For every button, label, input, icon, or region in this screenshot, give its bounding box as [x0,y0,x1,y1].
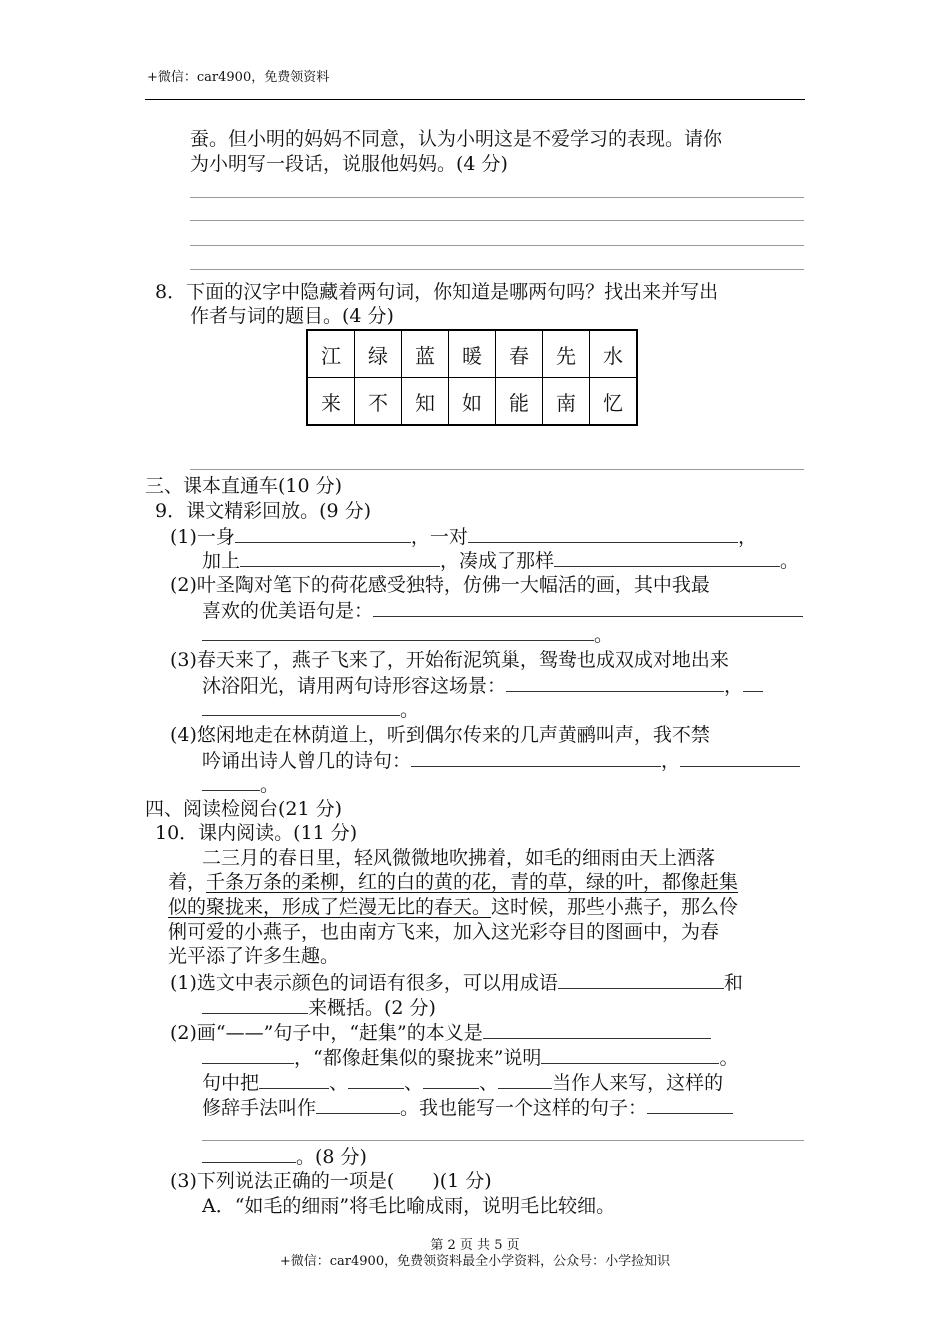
grid-cell: 先 [543,330,590,378]
q10-s2-l4-end: 。我也能写一个这样的句子： [400,1097,648,1119]
grid-cell: 绿 [355,330,402,378]
blank[interactable] [743,673,763,692]
blank[interactable] [202,772,260,791]
q9-part2-line2 [202,598,803,623]
grid-cell: 蓝 [402,330,449,378]
separator: 、 [404,1072,424,1094]
q8-line2: 作者与词的题目。(4 分) [190,305,394,327]
blank[interactable] [554,548,780,567]
q7-line2: 为小明写一段话，说服他妈妈。(4 分) [190,153,508,175]
q9-part3-line3 [202,697,419,722]
passage-l3-rest: 这时候，那些小燕子，那么伶 [491,896,739,918]
q10-s2-score: 。(8 分) [296,1146,367,1168]
blank[interactable] [373,598,803,617]
blank[interactable] [498,1070,552,1089]
q9-p3-end: 。 [400,699,420,721]
section3-title: 三、课本直通车(10 分) [145,475,343,497]
passage-line1: 二三月的春日里，轻风微微地吹拂着，如毛的细雨由天上洒落 [202,847,716,869]
blank[interactable] [541,1045,719,1064]
blank[interactable] [202,697,400,716]
q9-p4-end: 。 [260,774,280,796]
grid-cell: 水 [590,330,638,378]
q9-p1-d: 加上 [202,550,241,572]
blank[interactable] [647,1095,733,1114]
answer-line [190,220,804,221]
answer-line [190,269,804,270]
passage-line2 [168,870,738,894]
grid-row [307,330,637,378]
separator: 、 [479,1072,499,1094]
q9-part4-line3 [202,772,279,797]
q9-part2-line1: (2)叶圣陶对笔下的荷花感受独特，仿佛一大幅活的画，其中我最 [170,574,710,596]
character-grid [306,329,638,426]
q10-s2-label: (2)画“——”句子中，“赶集”的本义是 [170,1022,483,1044]
q10-s2-l3-start: 句中把 [202,1072,260,1094]
blank[interactable] [348,1070,404,1089]
grid-cell: 南 [543,378,590,426]
q9-part3-line2 [202,673,763,698]
section4-title: 四、阅读检阅台(21 分) [145,798,343,820]
grid-row [307,378,637,426]
q9-p3-comma: ， [724,675,744,697]
grid-cell: 不 [355,378,402,426]
q9-p1-c: ， [737,526,757,548]
answer-line [190,245,804,246]
grid-cell: 暖 [449,330,496,378]
blank[interactable] [202,1144,296,1163]
q9-part3-line1: (3)春天来了，燕子飞来了，开始衔泥筑巢，鸳鸯也成双成对地出来 [170,649,729,671]
passage-line3 [168,895,738,919]
header-divider [145,99,805,100]
q9-p2-end: 。 [594,624,614,646]
q10-s2-l3-end: 当作人来写，这样的 [552,1072,724,1094]
blank[interactable] [202,1045,294,1064]
grid-cell: 知 [402,378,449,426]
blank[interactable] [240,548,440,567]
blank[interactable] [558,970,724,989]
answer-line [202,1140,804,1141]
q10-title: 10．课内阅读。(11 分) [155,822,358,844]
grid-cell: 能 [496,378,543,426]
grid-cell: 如 [449,378,496,426]
q9-p4-label: 吟诵出诗人曾几的诗句： [202,750,412,772]
q7-line1: 蚕。但小明的妈妈不同意，认为小明这是不爱学习的表现。请你 [190,128,723,150]
blank[interactable] [423,1070,479,1089]
blank[interactable] [235,524,411,543]
q10-sub2-line6 [202,1144,367,1169]
q9-part4-line2 [202,748,800,773]
q10-s2-l4-start: 修辞手法叫作 [202,1097,317,1119]
blank[interactable] [411,748,661,767]
q8-line1: 8．下面的汉字中隐藏着两句词，你知道是哪两句吗？找出来并写出 [155,281,719,303]
q10-sub3-option-a: A．“如毛的细雨”将毛比喻成雨，说明毛比较细。 [202,1195,616,1217]
q9-p3-label: 沐浴阳光，请用两句诗形容这场景： [202,675,507,697]
grid-cell: 春 [496,330,543,378]
blank[interactable] [483,1020,711,1039]
grid-cell: 忆 [590,378,638,426]
separator: 、 [329,1072,349,1094]
answer-line [190,197,804,198]
q10-sub2-line2 [202,1045,738,1070]
q9-part1-line1 [170,524,757,549]
q9-part2-line3 [202,622,613,647]
q9-p4-comma: ， [661,750,681,772]
grid-cell: 江 [307,330,355,378]
passage-l2-start: 着， [168,871,207,893]
q9-p1-f: 。 [780,550,800,572]
blank[interactable] [468,524,738,543]
underlined-sentence: 千条万条的柔柳，红的白的黄的花，青的草，绿的叶，都像赶集 [206,871,739,893]
q10-s1-and: 和 [723,972,743,994]
blank[interactable] [202,995,308,1014]
q9-p1-a: (1)一身 [170,526,235,548]
q10-s2-mid: ，“都像赶集似的聚拢来”说明 [294,1047,542,1069]
q10-s1-label: (1)选文中表示颜色的词语有很多，可以用成语 [170,972,558,994]
answer-line [190,469,804,470]
blank[interactable] [259,1070,329,1089]
q10-sub2-line1 [170,1020,711,1045]
q10-s1-end: 来概括。(2 分) [308,997,436,1019]
grid-cell: 来 [307,378,355,426]
q10-sub2-line4 [202,1095,733,1120]
q10-sub1-line2 [202,995,436,1020]
underlined-sentence-end: 似的聚拢来，形成了烂漫无比的春天。 [168,896,492,918]
passage-line4: 俐可爱的小燕子，也由南方飞来，加入这光彩夺目的图画中，为春 [168,921,720,943]
blank[interactable] [680,748,800,767]
page-number: 第 2 页 共 5 页 [430,1238,520,1253]
q9-title: 9．课文精彩回放。(9 分) [155,500,372,522]
q9-p1-b: ，一对 [410,526,468,548]
q10-sub3-line1: (3)下列说法正确的一项是( )(1 分) [170,1170,492,1192]
q9-part4-line1: (4)悠闲地走在林荫道上，听到偶尔传来的几声黄鹂叫声，我不禁 [170,724,710,746]
blank[interactable] [316,1095,400,1114]
q10-sub2-line3 [202,1070,723,1095]
blank[interactable] [202,622,594,641]
q9-p2-label: 喜欢的优美语句是： [202,600,374,622]
passage-line5: 光平添了许多生趣。 [168,945,340,967]
q10-s2-end: 。 [719,1047,739,1069]
blank[interactable] [506,673,724,692]
q10-sub1-line1 [170,970,743,995]
header-note: +微信：car4900，免费领资料 [147,70,330,85]
footer-note: +微信：car4900，免费领资料最全小学资料，公众号：小学捡知识 [279,1254,671,1269]
q9-p1-e: ，凑成了那样 [440,550,555,572]
q9-part1-line2 [202,548,799,573]
